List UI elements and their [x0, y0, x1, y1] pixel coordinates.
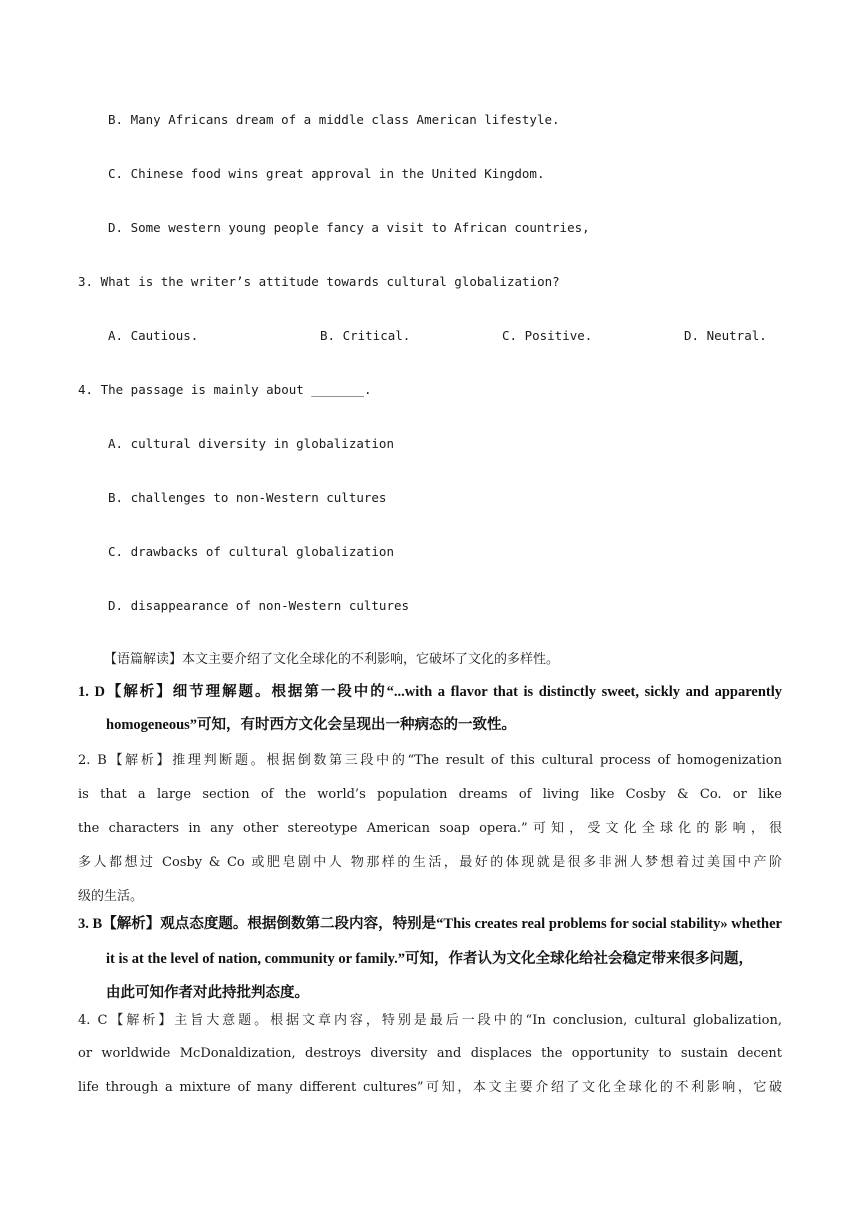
q4-option-b: B. challenges to non-Western cultures: [108, 490, 387, 505]
answer-2-line-5: 级的生活。: [78, 889, 144, 904]
q4-question: 4. The passage is mainly about _______.: [78, 382, 372, 397]
answer-3-line-3: 由此可知作者对此持批判态度。: [106, 985, 309, 1001]
answer-4-line-1: 4. C【解析】主旨大意题。根据文章内容，特别是最后一段中的“In conclusion, cultural globalization,: [78, 1013, 782, 1028]
answer-2-line-4: 多人都想过 Cosby & Co 或肥皂剧中人 物那样的生活，最好的体现就是很多非洲人梦想着过美国中产阶: [78, 855, 782, 870]
answer-3-line-2: it is at the level of nation, community or family.”可知，作者认为文化全球化给社会稳定带来很多问题，: [106, 951, 753, 967]
passage-summary: 【语篇解读】本文主要介绍了文化全球化的不利影响，它破坏了文化的多样性。: [104, 652, 560, 667]
q3-option-b: B. Critical.: [320, 328, 411, 343]
q4-option-d: D. disappearance of non-Western cultures: [108, 598, 410, 613]
answer-2-line-3: the characters in any other stereotype American soap opera.”可知，受文化全球化的影响，很: [78, 821, 782, 836]
q4-option-c: C. drawbacks of cultural globalization: [108, 544, 394, 559]
answer-4-line-2: or worldwide McDonaldization, destroys diversity and displaces the opportunity to sustain decent: [78, 1046, 782, 1061]
q4-option-a: A. cultural diversity in globalization: [108, 436, 394, 451]
answer-4-line-3: life through a mixture of many different cultures”可知，本文主要介绍了文化全球化的不利影响，它破: [78, 1080, 782, 1095]
answer-3-line-1: 3. B【解析】观点态度题。根据倒数第二段内容，特别是“This creates real problems for social stability» whether: [78, 916, 782, 932]
q2-option-d: D. Some western young people fancy a visit to African countries,: [108, 220, 590, 235]
q3-option-c: C. Positive.: [502, 328, 593, 343]
q2-option-b: B. Many Africans dream of a middle class American lifestyle.: [108, 112, 560, 127]
q2-option-c: C. Chinese food wins great approval in the United Kingdom.: [108, 166, 545, 181]
q3-option-a: A. Cautious.: [108, 328, 199, 343]
answer-1-line-1: 1. D【解析】细节理解题。根据第一段中的“...with a flavor that is distinctly sweet, sickly and apparently: [78, 684, 782, 700]
answer-2-line-1: 2. B【解析】推理判断题。根据倒数第三段中的“The result of this cultural process of homogenization: [78, 753, 782, 768]
answer-1-line-2: homogeneous”可知，有时西方文化会呈现出一种病态的一致性。: [106, 717, 517, 733]
q3-option-d: D. Neutral.: [684, 328, 767, 343]
q3-question: 3. What is the writer’s attitude towards cultural globalization?: [78, 274, 560, 289]
answer-2-line-2: is that a large section of the world’s population dreams of living like Cosby & Co. or like: [78, 787, 782, 802]
